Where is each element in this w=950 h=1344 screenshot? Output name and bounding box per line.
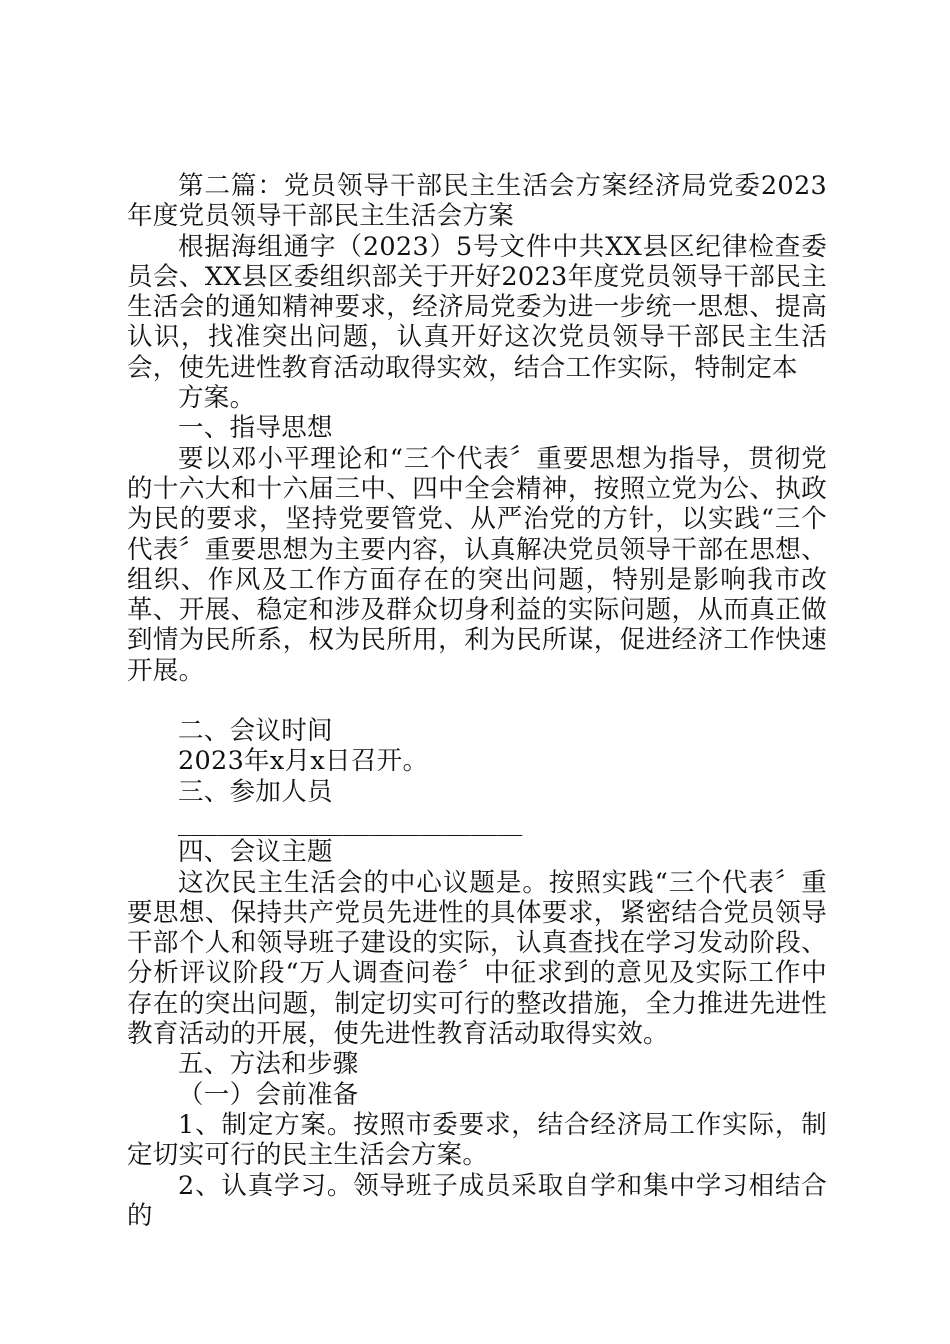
step-2-paragraph: 2、认真学习。领导班子成员采取自学和集中学习相结合的 <box>127 1170 827 1231</box>
section-heading-guiding-thought: 一、指导思想 <box>178 413 333 444</box>
subsection-heading-preparation: （一）会前准备 <box>178 1079 359 1110</box>
section-heading-methods-steps: 五、方法和步骤 <box>178 1049 359 1080</box>
document-body <box>127 171 827 1231</box>
document-title: 第二篇：党员领导干部民主生活会方案经济局党委2023年度党员领导干部民主生活会方案 <box>127 171 827 232</box>
meeting-theme-paragraph: 这次民主生活会的中心议题是。按照实践“三个代表〞重要思想、保持共产党员先进性的具体要求，紧密结合党员领导干部个人和领导班子建设的实际，认真查找在学习发动阶段、分析评议阶段“万人调查问卷〞中征求到的意见及实际工作中存在的突出问题，制定切实可行的整改措施，全力推进先进性教育活动的开展，使先进性教育活动取得实效。 <box>127 867 827 1050</box>
meeting-time-paragraph: 2023年x月x日召开。 <box>178 746 429 777</box>
intro-paragraph: 根据海组通字（2023）5号文件中共XX县区纪律检查委员会、XX县区委组织部关于开好2023年度党员领导干部民主生活会的通知精神要求，经济局党委为进一步统一思想、提高认识，找准突出问题，认真开好这次党员领导干部民主生活会，使先进性教育活动取得实效，结合工作实际，特制定本 <box>127 231 827 383</box>
section-heading-meeting-time: 二、会议时间 <box>178 716 333 747</box>
participants-blank-line: ___________________________ <box>178 806 523 837</box>
step-1-paragraph: 1、制定方案。按照市委要求，结合经济局工作实际，制定切实可行的民主生活会方案。 <box>127 1109 827 1171</box>
section-heading-meeting-theme: 四、会议主题 <box>178 837 333 868</box>
intro-paragraph-end: 方案。 <box>178 383 256 414</box>
guiding-thought-paragraph: 要以邓小平理论和“三个代表〞重要思想为指导，贯彻党的十六大和十六届三中、四中全会精神，按照立党为公、执政为民的要求，坚持党要管党、从严治党的方针，以实践“三个代表〞重要思想为主要内容，认真解决党员领导干部在思想、组织、作风及工作方面存在的突出问题，特别是影响我市改革、开展、稳定和涉及群众切身利益的实际问题，从而真正做到情为民所系，权为民所用，利为民所谋，促进经济工作快速开展。 <box>127 443 827 686</box>
section-heading-participants: 三、参加人员 <box>178 776 333 807</box>
